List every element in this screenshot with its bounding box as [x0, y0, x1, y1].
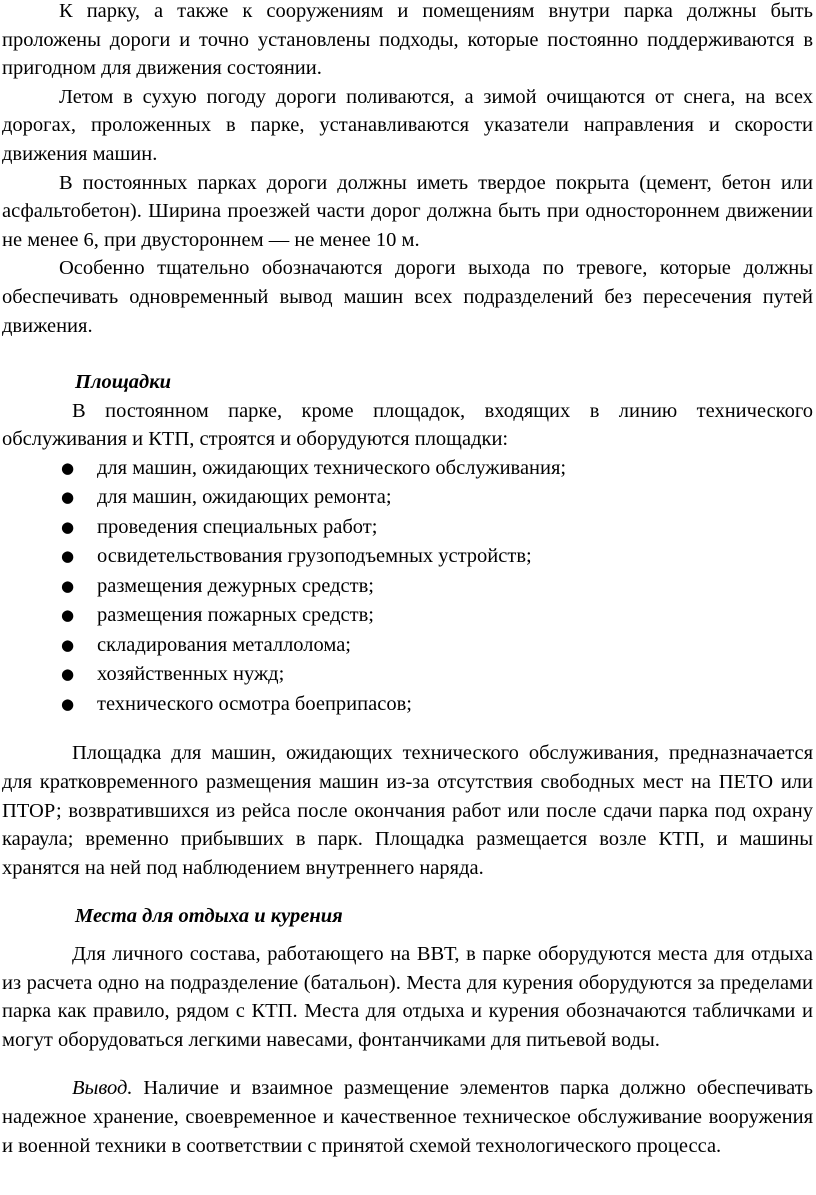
heading-rest-areas: Места для отдыха и курения: [75, 905, 343, 928]
paragraph-conclusion: [2, 1074, 813, 1160]
paragraph-platforms-intro: В постоянном парке, кроме площадок, входящих в линию технического обслуживания и КТП, строятся и оборудуются площадки:: [2, 399, 813, 451]
list-item-text: размещения дежурных средств;: [97, 574, 374, 597]
list-item: [2, 631, 813, 661]
list-item: [2, 690, 813, 720]
bullet-icon: ●: [61, 606, 75, 625]
list-item: [2, 542, 813, 572]
bullet-icon: ●: [61, 547, 75, 566]
paragraph-platform-description: Площадка для машин, ожидающих технического обслуживания, предназначается для кратковременного размещения машин из-за отсутствия свободных мест на ПЕТО или ПТОР; возвратившихся из рейса после окончания работ или после сдачи парка под охрану караула; временно прибывших в парк. Площадка размещается возле КТП, и машины хранятся на ней под наблюдением внутреннего наряда.: [2, 742, 813, 879]
list-item-text: освидетельствования грузоподъемных устройств;: [97, 545, 532, 568]
platforms-list: [2, 454, 813, 720]
paragraph-rest-areas: Для личного состава, работающего на ВВТ, в парке оборудуются места для отдыха из расчета одно на подразделение (батальон). Места для курения оборудуются за пределами парка как правило, рядом с КТП. Места для отдыха и курения обозначаются табличками и могут оборудоваться легкими навесами, фонтанчиками для питьевой воды.: [2, 942, 813, 1051]
list-item: [2, 572, 813, 602]
list-item-text: хозяйственных нужд;: [97, 663, 285, 686]
list-item-text: технического осмотра боеприпасов;: [97, 692, 412, 715]
list-item: [2, 660, 813, 690]
paragraph-road-maintenance: Летом в сухую погоду дороги поливаются, а зимой очищаются от снега, на всех дорогах, проложенных в парке, устанавливаются указатели направления и скорости движения машин.: [2, 85, 813, 165]
list-item-text: складирования металлолома;: [97, 633, 352, 656]
bullet-icon: ●: [61, 694, 75, 713]
bullet-icon: ●: [61, 488, 75, 507]
bullet-icon: ●: [61, 458, 75, 477]
list-item: [2, 483, 813, 513]
list-item: [2, 454, 813, 484]
heading-platforms: Площадки: [75, 371, 172, 394]
paragraph-road-surface: В постоянных парках дороги должны иметь твердое покрыта (цемент, бетон или асфальтобетон). Ширина проезжей части дорог должна быть при одностороннем движении не менее 6, при двустороннем — не менее 10 м.: [2, 171, 813, 251]
list-item-text: для машин, ожидающих технического обслуживания;: [97, 456, 567, 479]
bullet-icon: ●: [61, 576, 75, 595]
list-item: [2, 513, 813, 543]
paragraph-alarm-roads: Особенно тщательно обозначаются дороги выхода по тревоге, которые должны обеспечивать одновременный вывод машин всех подразделений без пересечения путей движения.: [2, 257, 813, 337]
conclusion-text: Наличие и взаимное размещение элементов парка должно обеспечивать надежное хранение, своевременное и качественное техническое обслуживание вооружения и военной техники в соответствии с принятой схемой технологического процесса.: [2, 1077, 813, 1157]
bullet-icon: ●: [61, 665, 75, 684]
list-item-text: для машин, ожидающих ремонта;: [97, 486, 392, 509]
list-item-text: размещения пожарных средств;: [97, 604, 374, 627]
list-item-text: проведения специальных работ;: [97, 515, 378, 538]
list-item: [2, 601, 813, 631]
bullet-icon: ●: [61, 517, 75, 536]
bullet-icon: ●: [61, 635, 75, 654]
paragraph-roads: К парку, а также к сооружениям и помещениям внутри парка должны быть проложены дороги и точно установлены подходы, которые постоянно поддерживаются в пригодном для движения состоянии.: [2, 0, 813, 80]
conclusion-lead: Вывод.: [72, 1077, 133, 1100]
